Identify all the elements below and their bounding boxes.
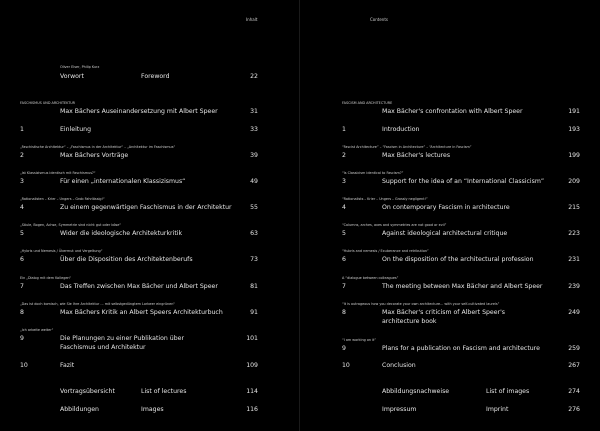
chapter-title[interactable]: On contemporary Fascism in architecture <box>382 204 510 211</box>
chapter-number: 9 <box>342 345 346 352</box>
page-number: 91 <box>250 309 258 316</box>
chapter-title[interactable]: Plans for a publication on Fascism and architecture <box>382 345 540 352</box>
page-number: 116 <box>246 406 258 413</box>
appendix-translation: List of images <box>486 388 530 395</box>
page-number: 55 <box>250 204 258 211</box>
chapter-title[interactable]: Max Bächers Vorträge <box>60 152 129 159</box>
page-number: 209 <box>568 178 580 185</box>
page-number: 109 <box>246 362 258 369</box>
foreword-translation: Foreword <box>141 73 170 80</box>
page-header: Contents <box>370 17 388 22</box>
page-number: 231 <box>568 256 580 263</box>
page-number: 22 <box>250 73 258 80</box>
appendix-title[interactable]: Vortragsübersicht <box>60 388 115 395</box>
chapter-number: 4 <box>342 204 346 211</box>
chapter-title[interactable]: Conclusion <box>382 362 416 369</box>
chapter-title[interactable]: Introduction <box>382 126 420 133</box>
chapter-epigraph: “It is outrageous how you decorate your own architecture... with your self-cultivated laurels” <box>342 302 500 306</box>
page-number: 249 <box>568 309 580 316</box>
appendix-translation: Imprint <box>486 406 509 413</box>
page-number: 215 <box>568 204 580 211</box>
chapter-number: 6 <box>342 256 346 263</box>
chapter-epigraph: “Rationalists – Krier – Ungers – Grossly negligent!” <box>342 197 428 201</box>
chapter-epigraph: „Ich arbeite weiter“ <box>20 328 54 332</box>
chapter-title[interactable]: On the disposition of the architectural profession <box>382 256 534 263</box>
page-number: 33 <box>250 126 258 133</box>
page-number: 193 <box>568 126 580 133</box>
section-title[interactable]: Max Bächers Auseinandersetzung mit Albert Speer <box>60 108 218 115</box>
chapter-title[interactable]: Max Bächers Kritik an Albert Speers Architekturbuch <box>60 309 223 316</box>
chapter-title[interactable]: Max Bächer's lectures <box>382 152 451 159</box>
chapter-epigraph: “Hubris and nemesis / Exuberance and retribution” <box>342 249 429 253</box>
chapter-epigraph: Ein „Dialog mit dem Kollegen“ <box>20 276 72 280</box>
page-number: 81 <box>250 283 258 290</box>
chapter-title-continued[interactable]: Faschismus und Architektur <box>60 344 146 351</box>
chapter-number: 10 <box>342 362 350 369</box>
chapter-number: 2 <box>342 152 346 159</box>
section-label: FASCHISMUS UND ARCHITEKTUR <box>20 101 76 105</box>
page-number: 267 <box>568 362 580 369</box>
page-header: Inhalt <box>246 17 258 22</box>
chapter-number: 3 <box>20 178 24 185</box>
author-credit: Oliver Elser, Philip Kurz <box>60 65 100 69</box>
appendix-title[interactable]: Abbildungsnachweise <box>382 388 450 395</box>
section-label: FASCISM AND ARCHITECTURE <box>342 101 393 105</box>
chapter-epigraph: „Das ist doch komisch, wie Sie Ihre Architektur ... mit selbstgedüngtem Lorbeer eingrünen“ <box>20 302 175 306</box>
page-number: 259 <box>568 345 580 352</box>
chapter-title[interactable]: Die Planungen zu einer Publikation über <box>60 335 184 342</box>
chapter-title[interactable]: Fazit <box>60 362 75 369</box>
appendix-title[interactable]: Impressum <box>382 406 417 413</box>
chapter-epigraph: “Columns, arches, axes and symmetries are not good or evil” <box>342 223 447 227</box>
foreword-title[interactable]: Vorwort <box>60 73 84 80</box>
page-number: 114 <box>246 388 258 395</box>
page-number: 276 <box>568 406 580 413</box>
chapter-number: 8 <box>20 309 24 316</box>
chapter-number: 3 <box>342 178 346 185</box>
chapter-epigraph: “Fascist Architecture” – “Fascism in Architecture” – “Architecture in Fascism” <box>342 145 472 149</box>
chapter-title[interactable]: Max Bächer's criticism of Albert Speer's <box>382 309 506 316</box>
chapter-title[interactable]: Über die Disposition des Architektenberufs <box>60 256 193 263</box>
chapter-epigraph: „Säule, Bogen, Achse, Symmetrie sind nicht gut oder böse“ <box>20 223 122 227</box>
chapter-number: 7 <box>342 283 346 290</box>
chapter-epigraph: „Rationalisten – Krier – Ungers – Grob Fahrlässig!“ <box>20 197 105 201</box>
chapter-number: 8 <box>342 309 346 316</box>
chapter-title[interactable]: Einleitung <box>60 126 91 133</box>
appendix-translation: List of lectures <box>141 388 187 395</box>
chapter-title[interactable]: Support for the idea of an “International Classicism” <box>382 178 545 185</box>
chapter-epigraph: „Ist Klassizismus identisch mit Faschismus?“ <box>20 171 96 175</box>
chapter-number: 4 <box>20 204 24 211</box>
chapter-number: 6 <box>20 256 24 263</box>
chapter-epigraph: A “dialogue between colleagues” <box>342 276 399 280</box>
page-number: 191 <box>568 108 580 115</box>
chapter-title[interactable]: Against ideological architectural critique <box>382 230 508 237</box>
page-number: 31 <box>250 108 258 115</box>
chapter-title[interactable]: The meeting between Max Bächer and Albert Speer <box>382 283 543 290</box>
appendix-translation: Images <box>141 406 164 413</box>
chapter-number: 7 <box>20 283 24 290</box>
page-number: 63 <box>250 230 258 237</box>
page-number: 49 <box>250 178 258 185</box>
chapter-epigraph: „Hybris und Nemesis / Übermut und Vergeltung“ <box>20 249 103 253</box>
chapter-title[interactable]: Für einen „internationalen Klassizismus“ <box>60 178 186 185</box>
chapter-title[interactable]: Wider die ideologische Architekturkritik <box>60 230 183 237</box>
page-number: 39 <box>250 152 258 159</box>
page-number: 101 <box>246 335 258 342</box>
chapter-epigraph: „Faschistische Architektur“ – „Faschismus in der Architektur“ – „Architektur im Faschismus“ <box>20 145 176 149</box>
chapter-title-continued[interactable]: architecture book <box>382 318 437 325</box>
chapter-title[interactable]: Zu einem gegenwärtigen Faschismus in der Architektur <box>60 204 232 211</box>
chapter-title[interactable]: Das Treffen zwischen Max Bächer und Albert Speer <box>60 283 218 290</box>
chapter-number: 1 <box>20 126 24 133</box>
chapter-epigraph: “I am working on it” <box>342 338 377 342</box>
page-number: 223 <box>568 230 580 237</box>
chapter-number: 1 <box>342 126 346 133</box>
page-number: 199 <box>568 152 580 159</box>
page-number: 73 <box>250 256 258 263</box>
right-page-contents <box>300 0 600 431</box>
chapter-number: 5 <box>20 230 24 237</box>
chapter-epigraph: “Is Classicism identical to Fascism?” <box>342 171 404 175</box>
appendix-title[interactable]: Abbildungen <box>60 406 99 413</box>
page-number: 239 <box>568 283 580 290</box>
section-title[interactable]: Max Bächer's confrontation with Albert Speer <box>382 108 523 115</box>
chapter-number: 2 <box>20 152 24 159</box>
chapter-number: 9 <box>20 335 24 342</box>
chapter-number: 10 <box>20 362 28 369</box>
page-number: 274 <box>568 388 580 395</box>
chapter-number: 5 <box>342 230 346 237</box>
